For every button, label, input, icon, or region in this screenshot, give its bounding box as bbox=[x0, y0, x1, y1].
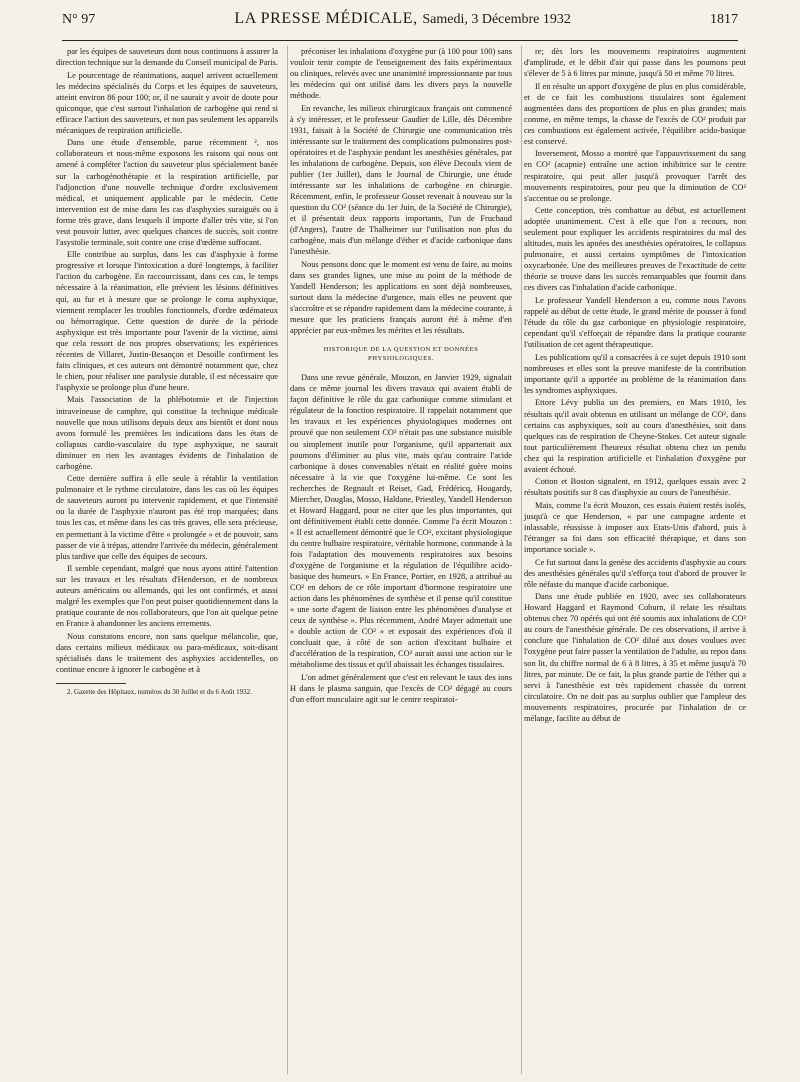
footnote: 2. Gazette des Hôpitaux, numéros du 30 Juillet et du 6 Août 1932. bbox=[67, 688, 252, 697]
paragraph: Le professeur Yandell Henderson a eu, comme nous l'avons rappelé au début de cette étude, le grand mérite de pousser à fond l'étude du rôle du gaz carbonique en physiologie respiratoire, cependant qu'il s'efforçait de répandre dans la pratique courante l'utilisation de cet agent thérapeutique. bbox=[524, 296, 746, 350]
paragraph: Le pourcentage de réanimations, auquel arrivent actuellement les médecins spécialisés du Corps et les équipes de sauveteurs, atteint environ 86 pour 100; or, il ne saurait y avoir de doute pour quiconque, que c'est surtout l'inhalation de carbogène qui rend si efficace l'action des sauveteurs, et non pas seulement les appareils mécaniques de respiration artificielle. bbox=[56, 70, 278, 135]
column-2 bbox=[287, 46, 512, 1074]
article-columns bbox=[56, 46, 746, 1074]
paragraph: Il en résulte un apport d'oxygène de plus en plus considérable, et de ce fait les combustions tissulaires sont également augmentées dans des proportions de plus en plus grandes; mais comme, en même temps, la chasse de l'excès de CO² produit par ces combustions est également activée, l'équilibre acido-basique est conservé. bbox=[524, 81, 746, 146]
paragraph: Ce fut surtout dans la genèse des accidents d'asphyxie au cours des anesthésies générales qu'il s'efforça tout d'abord de prouver le rôle néfaste du manque d'acide carbonique. bbox=[524, 557, 746, 589]
column-3 bbox=[521, 46, 746, 1074]
page-header bbox=[62, 10, 738, 41]
page-number: 1817 bbox=[709, 12, 738, 27]
section-heading: HISTORIQUE DE LA QUESTION ET DONNÉES PHYSIOLOGIQUES. bbox=[323, 346, 479, 363]
paragraph: Il semble cependant, malgré que nous ayons attiré l'attention sur les travaux et les résultats d'Henderson, et de nombreux auteurs américains ou allemands, qui les ont confirmés, et aussi malgré les exemples que l'on peut puiser quotidiennement dans la pratique courante de nos collaborateurs, que l'on ait quelque peine en France à abandonner les anciens errements. bbox=[56, 564, 278, 629]
paragraph: par les équipes de sauveteurs dont nous continuons à assurer la direction technique sur la demande du Conseil municipal de Paris. bbox=[56, 47, 278, 68]
paragraph: L'on admet généralement que c'est en relevant le taux des ions H dans le plasma sanguin, que l'excès de CO² dégagé au cours d'un effort musculaire agit sur le centre respiratoi- bbox=[290, 672, 512, 705]
paragraph: Nous constatons encore, non sans quelque mélancolie, que, dans certains milieux médicaux ou para-médicaux, soit-disant spécialisés dans le traitement des asphyxies accidentelles, on continue encore à ignorer le carbogène et à bbox=[56, 631, 278, 675]
journal-title-line bbox=[234, 10, 571, 28]
footnote-divider bbox=[56, 683, 126, 684]
paragraph: Dans une étude publiée en 1920, avec ses collaborateurs Howard Haggard et Raymond Coburn, il relate les résultats obtenus chez 70 opérés qui ont été soumis aux inhalations de CO² au cours de l'anesthésie générale. De ces observations, il arrive à conclure que l'inhalation de CO² dilué aux doses voulues avec l'oxygène peut faire passer la ventilation de l'adulte, au repos dans son lit, du chiffre normal de 6 à 8 litres, à 35 et même jusqu'à 70 litres, par minute. De ce fait, la plus grande partie de l'éther qui a servi à l'anesthésie est très rapidement chassée du torrent circulatoire. On ne doit pas au surplus oublier que l'ampleur des mouvements respiratoires, procurée par l'inhalation de ce mélange, facilite au début de bbox=[524, 592, 746, 723]
journal-title: LA PRESSE MÉDICALE, bbox=[234, 10, 418, 27]
column-1 bbox=[56, 46, 278, 1074]
paragraph: Les publications qu'il a consacrées à ce sujet depuis 1910 sont nombreuses et elles sont la preuve manifeste de la contribution importante qu'il a apportée au problème de la réanimation dans les syndromes asphyxiques. bbox=[524, 352, 746, 395]
paragraph: Ettore Lévy publia un des premiers, en Mars 1910, les résultats qu'il avait obtenus en utilisant un mélange de CO², dans certains cas asphyxiques, soit au cours d'anesthésies, soit dans quelques cas de respiration de Cheyne-Stokes. Cet auteur signale tout particulièrement l'heureux résultat obtenu chez un pendu chez qui la respiration artificielle et l'inhalation d'oxygène pur avaient échoué. bbox=[524, 398, 746, 474]
issue-date: Samedi, 3 Décembre 1932 bbox=[422, 12, 571, 27]
paragraph: Dans une étude d'ensemble, parue récemment ², nos collaborateurs et nous-même exposons les raisons qui nous ont amené à compléter l'action du sauveteur plus spécialement basée sur la carbogénothérapie et la respiration artificielle, par l'adjonction d'une nouvelle technique d'ordre exclusivement médical, et uniquement applicable par le médecin. Cette intervention est de mise dans les cas d'asphyxies suraiguës ou à forme très grave, dans lesquels il importe d'aller très vite, si l'on veut pouvoir lutter, avec quelques chances de succès, soit contre l'asystolie terminale, soit contre une crise d'œdème suffocant. bbox=[56, 138, 278, 247]
paragraph: re; dès lors les mouvements respiratoires augmentent d'amplitude, et le débit d'air qui passe dans les poumons peut s'élever de 5 à 6 litres par minute, jusqu'à 50 et même 70 litres. bbox=[524, 47, 746, 79]
paragraph: Cette dernière suffira à elle seule à rétablir la ventilation pulmonaire et le rythme circulatoire, dans les cas où les équipes de sauveteurs auront pu intervenir rapidement, et que l'intensité ou la durée de l'asphyxie n'auront pas été trop marquées; dans tous les cas, et même dans les cas très graves, elle sera précieuse, en permettant à la victime d'être « prolongée » et de pouvoir, sans passer de vie à trépas, attendre l'arrivée du médecin, généralement plus tardive que celle des équipes de secours. bbox=[56, 474, 278, 561]
paragraph: Nous pensons donc que le moment est venu de faire, au moins dans ses grandes lignes, une mise au point de la méthode de Yandell Henderson; les applications en sont déjà nombreuses, surtout dans la médecine d'urgence, mais elles ne peuvent que s'accroître et se répandre rapidement dans la médecine courante, à mesure que les praticiens français auront été à même d'en apprécier par eux-mêmes les mérites et les résultats. bbox=[290, 259, 512, 336]
paragraph: Cotton et Boston signalent, en 1912, quelques essais avec 2 résultats positifs sur 8 cas d'asphyxie au cours de l'anesthésie. bbox=[524, 477, 746, 498]
paragraph: Cette conception, très combattue au début, est actuellement adoptée unanimement. C'est à elle que l'on a recours, non seulement pour expliquer les accidents respiratoires du mal des altitudes, mais les apnées des anesthésies opératoires, le collapsus pulmonaire, et aussi certains symptômes de l'intoxication oxycarbonée. Une des meilleures preuves de l'exactitude de cette théorie se trouve dans les succès remarquables que fournit dans ces divers cas l'inhalation d'acide carbonique. bbox=[524, 206, 746, 293]
paragraph: En revanche, les milieux chirurgicaux français ont commencé à s'y intéresser, et le professeur Gaudier de Lille, dès Décembre 1931, faisait à la Société de Chirurgie une communication très intéressante sur le traitement des complications pulmonaires post-opératoires et de l'asphyxie pendant les anesthésies générales, par les inhalations de carbogène. Depuis, son élève Decoulx vient de publier (1er Juillet), dans le Journal de Chirurgie, une étude intéressante sur les inhalations de carbogène en chirurgie. Récemment, enfin, le professeur Gosset revenait à nouveau sur la question du CO² (séance du 1er Juin, de la Société de Chirurgie), et il présentait deux rapports importants, l'un de Fruchaud (d'Angers), l'autre de Thalheimer sur l'utilisation non plus du carbogène, mais d'un mélange d'éther et d'acide carbonique dans l'anesthésie. bbox=[290, 103, 512, 257]
paragraph: préconiser les inhalations d'oxygène pur (à 100 pour 100) sans vouloir tenir compte de l'enseignement des faits expérimentaux ou cliniques, relevés avec une unanimité impressionnante par tous les médecins qui ont utilisé dans les divers pays la nouvelle méthode. bbox=[290, 47, 512, 101]
paragraph: Mais l'association de la phlébotomie et de l'injection intraveineuse de camphre, qui constitue la technique médicale nouvelle que nous utilisons depuis deux ans bientôt et dont nous avons formulé les premières les indications dans les états de collapsus cardio-vasculaire du type asphyxique, ne saurait diminuer en rien les avantages évidents de l'inhalation de carbogène. bbox=[56, 395, 278, 471]
issue-number: N° 97 bbox=[62, 12, 96, 27]
paragraph: Elle contribue au surplus, dans les cas d'asphyxie à forme progressive et lorsque l'intoxication a duré longtemps, à faciliter l'action du carbogène. En raccourcissant, dans ces cas, le temps nécessaire à la réanimation, elle prévient les lésions définitives qui, au fur et à mesure que se prolonge le coma asphyxique, viennent remplacer les troubles fonctionnels, d'ordre œdémateux ou hémorragique. Cette question de durée de la période asphyxique est très importante pour l'avenir de la victime, ainsi que cela ressort de nos propres observations; les expériences récentes de Villaret, Justin-Besançon et Desoille confirment les faits cliniques, et ces auteurs ont démontré notamment que, chez le chien, pour réaliser une paralysie durable, il est nécessaire que l'asphyxie se prolonge plus d'une heure. bbox=[56, 250, 278, 392]
paragraph: Dans une revue générale, Mouzon, en Janvier 1929, signalait dans ce même journal les divers travaux qui avaient établi de façon définitive le rôle du gaz carbonique comme stimulant et régulateur de la fonction respiratoire. Il rappelait notamment que les travaux et les expériences physiologiques modernes ont prouvé que non seulement CO² n'était pas une substance nuisible ou simplement inutile pour l'organisme, qu'il appartenait aux poumons d'éliminer au plus vite, mais qu'au contraire l'acide carbonique à doses convenables n'était en réalité guère moins nécessaire à la vie que l'oxygène lui-même. Ce sont les recherches de Regnault et Reiset, Gad, Frédéricq, Hougardy, Miercher, Douglas, Mosso, Haldane, Priestley, Yandell Henderson et Howard Haggard, pour ne citer que les plus importantes, qui ont définitivement établi cette donnée. Comme l'a écrit Mouzon : « Il est actuellement démontré que le CO², excitant physiologique du centre bulbaire respiratoire, véritable hormone, commande à la fois l'adaptation des mouvements respiratoires aux besoins d'oxygène de l'organisme et la régulation de l'équilibre acido-basique des humeurs. » En France, Portier, en 1928, a attribué au CO² en dehors de ce rôle important d'hormone respiratoire une action dans les phénomènes de synthèse et il pense qu'il constitue « une sorte d'agent de liaison entre les phénomènes d'analyse et ceux de synthèse ». Plus récemment, André Mayer admettait une « double action de CO² » et exposait des expériences d'où il concluait que, à côté de son action d'excitant bulbaire et d'accélération de la respiration, CO² aurait aussi une action sur le métabolisme des tissus et qu'il abaissait les échanges tissulaires. bbox=[290, 373, 512, 670]
paragraph: Inversement, Mosso a montré que l'appauvrissement du sang en CO² (acapnie) entraîne une action inhibitrice sur le centre respiratoire, qui peut aller jusqu'à provoquer l'arrêt des mouvements respiratoires, pour peu que la diminution de CO² s'accentue ou se prolonge. bbox=[524, 149, 746, 203]
paragraph: Mais, comme l'a écrit Mouzon, ces essais étaient restés isolés, jusqu'à ce que Henderson, « par une campagne ardente et inlassable, réussisse à imposer aux Etats-Unis d'abord, puis à l'étranger sa foi dans son efficacité thérapique, et dans son importance sociale ». bbox=[524, 500, 746, 555]
